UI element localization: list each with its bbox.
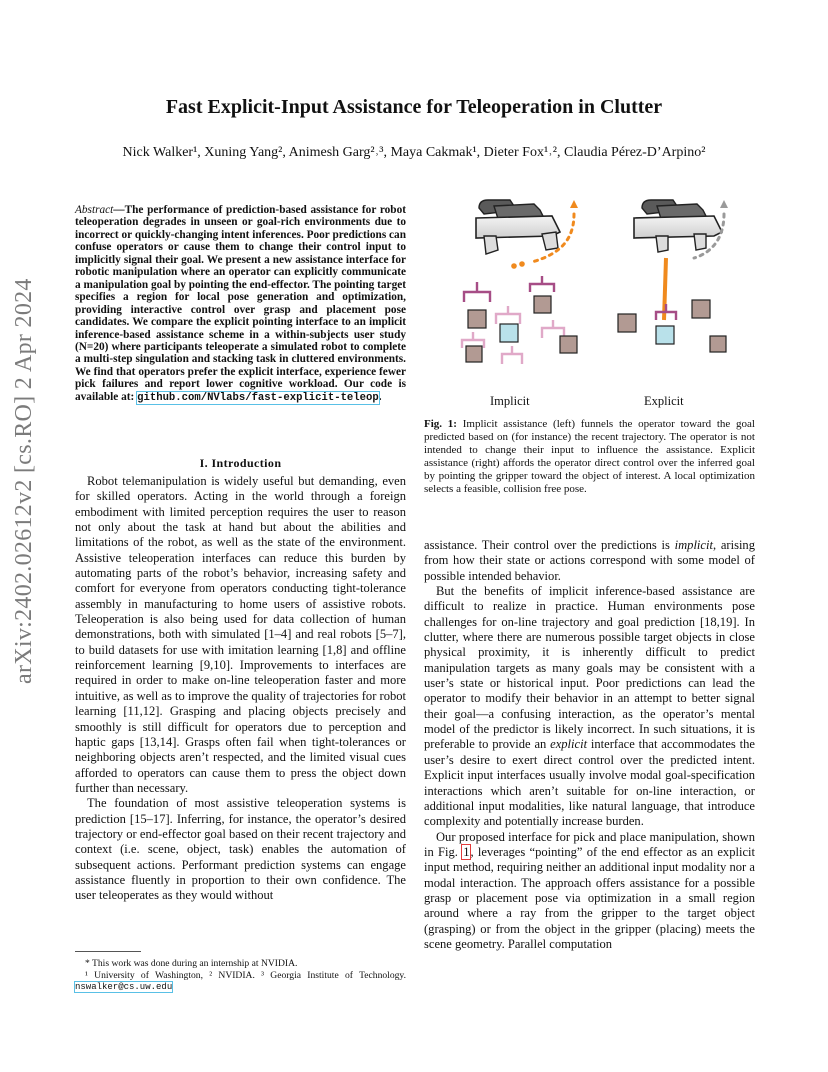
- abstract-dash: —: [113, 204, 125, 216]
- figure-label-explicit: Explicit: [644, 394, 684, 408]
- figure-label-implicit: Implicit: [490, 394, 530, 408]
- figure-1: [424, 196, 755, 416]
- section-heading-introduction: I. Introduction: [199, 456, 282, 470]
- emphasis-explicit: explicit: [550, 737, 588, 752]
- trajectory-arrowhead: [720, 200, 728, 208]
- contact-email-link[interactable]: nswalker@cs.uw.edu: [75, 982, 173, 993]
- right-paragraph-2: [424, 584, 755, 830]
- footnotes: [75, 958, 406, 994]
- footnote-rule: [75, 951, 141, 952]
- gripper-icon: [476, 200, 560, 254]
- footnote-internship: * This work was done during an internship at NVIDIA.: [85, 958, 298, 969]
- introduction-right-column: [424, 538, 755, 952]
- caption-text: Implicit assistance (left) funnels the operator toward the goal predicted based on (for instance) the recent trajectory. The operator is not intended to change their input to influence the assistance. Explicit assistance (right) affords the operator direct control over the inferred goal by pointing the gripper toward the object of interest. A local optimization selects a feasible, collision free pose.: [424, 418, 755, 496]
- abstract-text: The performance of prediction-based assistance for robot teleoperation degrades in unseen or goal-rich environments due to incorrect or quickly-changing intent inferences. Poor predictions can confuse operators or cause them to change their control input to implicitly signal their goal. We present a new assistance interface for robotic manipulation where an operator can explicitly communicate a manipulation goal by pointing the end-effector. The pointing target specifies a region for local pose generation and optimization, providing interactive control over grasp and placement pose candidates. We compare the explicit pointing interface to an implicit inference-based assistance scheme in a within-subjects user study (N=20) where participants teleoperate a simulated robot to complete a multi-step singulation and stacking task in cluttered environments. We find that operators prefer the explicit interface, experience fewer pick failures and report lower cognitive workload. Our code is available at:: [75, 204, 406, 403]
- footnote-affiliations: [75, 970, 406, 994]
- affiliation-text: ¹ University of Washington, ² NVIDIA. ³ Georgia Institute of Technology.: [85, 969, 406, 981]
- implicit-panel: [462, 200, 578, 364]
- text-span: , arising from how their state or actions correspond with some model of possible intended behavior.: [424, 538, 755, 583]
- right-paragraph-3: [424, 830, 755, 953]
- abstract-label: Abstract: [75, 204, 114, 216]
- figure-reference-link[interactable]: 1: [463, 844, 470, 859]
- explicit-panel: [618, 200, 728, 352]
- abstract: [75, 204, 406, 404]
- right-paragraph-1: [424, 538, 755, 584]
- text-span: interface that accommodates the user’s desire to exert direct control over the predicted intent. Explicit input interfaces usually involve modal goal-specification interactions which aren’t suitable for on-line interaction, or additional input modalities, like natural language, that introduce complexity and potentially increase burden.: [424, 737, 755, 829]
- text-span: assistance. Their control over the predictions is: [424, 538, 675, 552]
- caption-label: Fig. 1:: [424, 418, 457, 430]
- gripper-icon: [634, 200, 722, 252]
- abstract-period: .: [378, 390, 382, 403]
- introduction-left-column: [75, 474, 406, 904]
- author-list: Nick Walker¹, Xuning Yang², Animesh Garg²˒³, Maya Cakmak¹, Dieter Fox¹˒², Claudia Pérez-D’Arpino²: [122, 145, 706, 160]
- intro-paragraph-1: Robot telemanipulation is widely useful but demanding, even for skilled operators. Acting in the world through a foreign embodiment with limited perception requires the user to reason not only about the task at hand but about the abilities and limitations of the robot, as well as the state of the environment. Assistive teleoperation interfaces can reduce this burden by automating parts of the robot’s behavior, increasing safety and comfort for everyone from operators conducting tight-tolerance assembly in manufacturing to home users of assistive robots. Teleoperation is also being used for data collection of human demonstrations, both with simulated [1–4] and real robots [5–7], to build datasets for use with imitation learning [1,8] and offline reinforcement learning [9,10]. Improvements to interfaces are required in order to make on-line teleoperation faster and more intuitive, as well as to improve the quality of trajectories for robot learning [11,12]. Grasping and placing objects precisely and smoothly is still difficult for operators due to perception and haptic gaps [13,14]. Grasps often fail when tight-tolerances or neighboring objects aren’t respected, and the limited visual cues afforded to operators can cause them to press the object down further than necessary.: [75, 474, 407, 795]
- emphasis-implicit: implicit: [674, 538, 713, 552]
- text-span: Our proposed interface for pick and place manipulation, shown in Fig.: [424, 829, 755, 859]
- clutter-objects: [618, 300, 726, 352]
- trajectory-arrowhead: [570, 200, 578, 208]
- paper-title: Fast Explicit-Input Assistance for Teleoperation in Clutter: [165, 96, 663, 118]
- trajectory-dot: [519, 261, 525, 267]
- figure-1-caption: [424, 418, 755, 497]
- trajectory-dot: [511, 263, 517, 269]
- intro-paragraph-2: The foundation of most assistive teleoperation systems is prediction [15–17]. Inferring, for instance, the operator’s desired trajectory or end-effector goal based on their recent trajectory and context (i.e. scene, object, task) enables the automation of subsequent actions. Performant prediction systems can engage assistance fluently in proportion to their own confidence. The user teleoperates as they would without: [75, 796, 406, 903]
- arxiv-identifier-stamp: arXiv:2402.02612v2 [cs.RO] 2 Apr 2024: [11, 278, 37, 684]
- code-repository-link[interactable]: github.com/NVlabs/fast-explicit-teleop: [137, 391, 379, 404]
- text-span: , leverages “pointing” of the end effector as an explicit input method, requiring neither an additional input modality nor a modal interaction. The approach offers assistance for a possible grasp or placement pose via optimization in a small region around where a ray from the gripper to the target object (grasping) or from the object in the gripper (placing) meets the scene geometry. Parallel computation: [424, 844, 755, 951]
- text-span: But the benefits of implicit inference-based assistance are difficult to realize in practice. Human environments pose challenges for on-line trajectory and goal prediction [18,19]. In clutter, where there are numerous possible target objects in close physical proximity, it is inherently difficult to predict manipulation targets as many goals may be consistent with a user’s state or historical input. Poor predictions can lead the operator to modify their behavior in an attempt to better signal their goal—a confusing interaction, as the operator’s mental model of the predictor is likely incorrect. In such situations, it is preferable to provide an: [424, 584, 755, 752]
- figure-1-illustration: [424, 196, 755, 396]
